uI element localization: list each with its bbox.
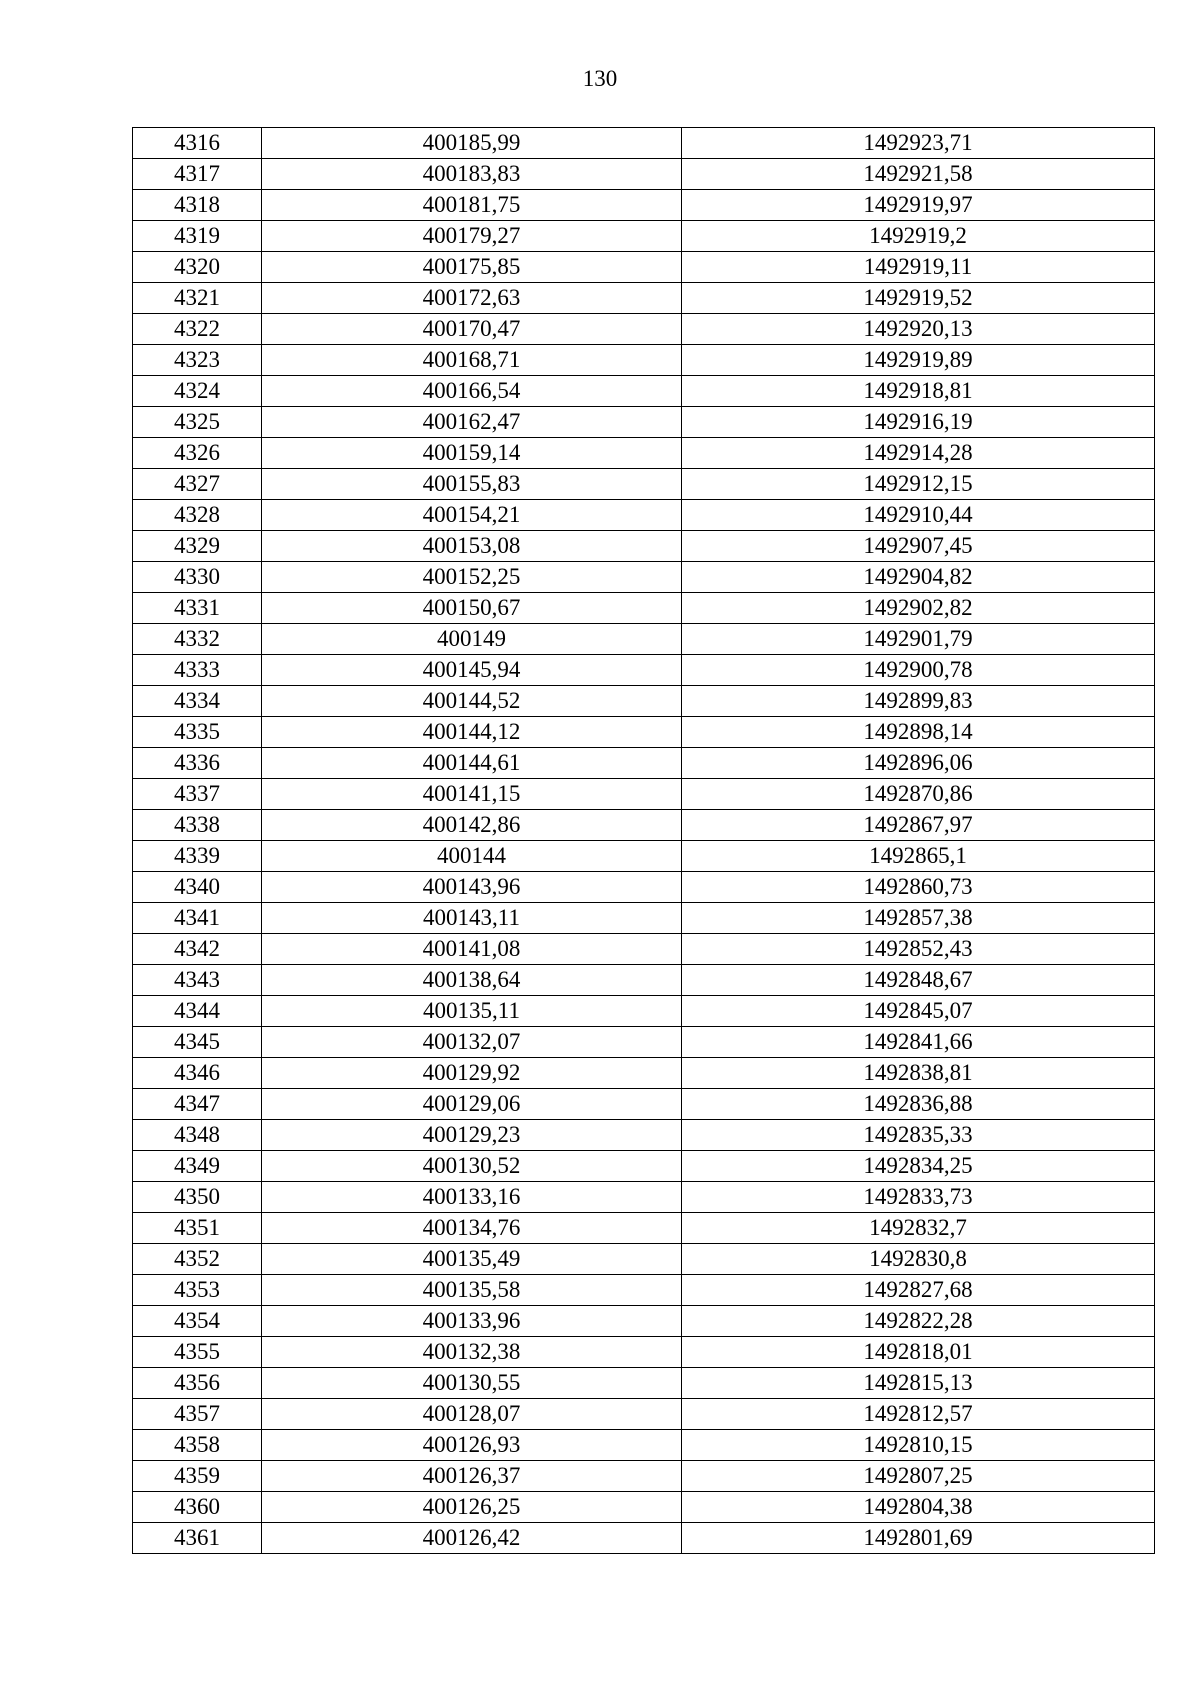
y-coordinate-cell: 1492919,52 [682,283,1155,314]
point-number-cell: 4317 [133,159,262,190]
point-number-cell: 4318 [133,190,262,221]
point-number-cell: 4330 [133,562,262,593]
y-coordinate-cell: 1492801,69 [682,1523,1155,1554]
x-coordinate-cell: 400166,54 [262,376,682,407]
point-number-cell: 4341 [133,903,262,934]
table-row [133,221,1155,252]
table-row [133,531,1155,562]
y-coordinate-cell: 1492910,44 [682,500,1155,531]
point-number-cell: 4350 [133,1182,262,1213]
y-coordinate-cell: 1492852,43 [682,934,1155,965]
y-coordinate-cell: 1492898,14 [682,717,1155,748]
x-coordinate-cell: 400149 [262,624,682,655]
point-number-cell: 4346 [133,1058,262,1089]
y-coordinate-cell: 1492810,15 [682,1430,1155,1461]
point-number-cell: 4320 [133,252,262,283]
table-row [133,1523,1155,1554]
page-number: 130 [582,66,618,91]
y-coordinate-cell: 1492860,73 [682,872,1155,903]
x-coordinate-cell: 400134,76 [262,1213,682,1244]
x-coordinate-cell: 400135,58 [262,1275,682,1306]
y-coordinate-cell: 1492822,28 [682,1306,1155,1337]
y-coordinate-cell: 1492919,11 [682,252,1155,283]
y-coordinate-cell: 1492818,01 [682,1337,1155,1368]
point-number-cell: 4348 [133,1120,262,1151]
point-number-cell: 4323 [133,345,262,376]
table-row [133,779,1155,810]
y-coordinate-cell: 1492865,1 [682,841,1155,872]
x-coordinate-cell: 400130,55 [262,1368,682,1399]
x-coordinate-cell: 400141,15 [262,779,682,810]
x-coordinate-cell: 400185,99 [262,128,682,159]
y-coordinate-cell: 1492804,38 [682,1492,1155,1523]
point-number-cell: 4319 [133,221,262,252]
point-number-cell: 4337 [133,779,262,810]
x-coordinate-cell: 400172,63 [262,283,682,314]
x-coordinate-cell: 400145,94 [262,655,682,686]
point-number-cell: 4322 [133,314,262,345]
x-coordinate-cell: 400179,27 [262,221,682,252]
point-number-cell: 4335 [133,717,262,748]
coordinates-table-body [133,128,1155,1554]
point-number-cell: 4316 [133,128,262,159]
point-number-cell: 4332 [133,624,262,655]
y-coordinate-cell: 1492919,97 [682,190,1155,221]
point-number-cell: 4361 [133,1523,262,1554]
x-coordinate-cell: 400133,96 [262,1306,682,1337]
table-row [133,903,1155,934]
x-coordinate-cell: 400162,47 [262,407,682,438]
x-coordinate-cell: 400126,42 [262,1523,682,1554]
point-number-cell: 4347 [133,1089,262,1120]
x-coordinate-cell: 400135,49 [262,1244,682,1275]
x-coordinate-cell: 400170,47 [262,314,682,345]
y-coordinate-cell: 1492836,88 [682,1089,1155,1120]
point-number-cell: 4343 [133,965,262,996]
point-number-cell: 4354 [133,1306,262,1337]
table-row [133,717,1155,748]
x-coordinate-cell: 400144 [262,841,682,872]
table-row [133,1120,1155,1151]
y-coordinate-cell: 1492845,07 [682,996,1155,1027]
table-row [133,872,1155,903]
point-number-cell: 4336 [133,748,262,779]
table-row [133,407,1155,438]
point-number-cell: 4333 [133,655,262,686]
x-coordinate-cell: 400132,38 [262,1337,682,1368]
point-number-cell: 4357 [133,1399,262,1430]
table-row [133,810,1155,841]
table-row [133,841,1155,872]
table-row [133,1244,1155,1275]
y-coordinate-cell: 1492848,67 [682,965,1155,996]
y-coordinate-cell: 1492838,81 [682,1058,1155,1089]
x-coordinate-cell: 400150,67 [262,593,682,624]
point-number-cell: 4360 [133,1492,262,1523]
point-number-cell: 4324 [133,376,262,407]
point-number-cell: 4329 [133,531,262,562]
y-coordinate-cell: 1492901,79 [682,624,1155,655]
y-coordinate-cell: 1492920,13 [682,314,1155,345]
table-row [133,1399,1155,1430]
y-coordinate-cell: 1492923,71 [682,128,1155,159]
table-row [133,128,1155,159]
y-coordinate-cell: 1492841,66 [682,1027,1155,1058]
table-row [133,1213,1155,1244]
x-coordinate-cell: 400175,85 [262,252,682,283]
x-coordinate-cell: 400155,83 [262,469,682,500]
y-coordinate-cell: 1492919,89 [682,345,1155,376]
x-coordinate-cell: 400153,08 [262,531,682,562]
table-row [133,996,1155,1027]
point-number-cell: 4328 [133,500,262,531]
point-number-cell: 4358 [133,1430,262,1461]
table-row [133,252,1155,283]
table-row [133,1058,1155,1089]
y-coordinate-cell: 1492812,57 [682,1399,1155,1430]
table-row [133,1027,1155,1058]
table-row [133,1492,1155,1523]
table-row [133,1337,1155,1368]
x-coordinate-cell: 400132,07 [262,1027,682,1058]
y-coordinate-cell: 1492914,28 [682,438,1155,469]
table-row [133,748,1155,779]
point-number-cell: 4345 [133,1027,262,1058]
table-row [133,934,1155,965]
y-coordinate-cell: 1492900,78 [682,655,1155,686]
table-row [133,469,1155,500]
y-coordinate-cell: 1492912,15 [682,469,1155,500]
y-coordinate-cell: 1492827,68 [682,1275,1155,1306]
table-row [133,624,1155,655]
x-coordinate-cell: 400129,92 [262,1058,682,1089]
table-row [133,686,1155,717]
table-row [133,376,1155,407]
table-row [133,655,1155,686]
x-coordinate-cell: 400143,96 [262,872,682,903]
y-coordinate-cell: 1492921,58 [682,159,1155,190]
table-row [133,1182,1155,1213]
y-coordinate-cell: 1492919,2 [682,221,1155,252]
x-coordinate-cell: 400154,21 [262,500,682,531]
table-row [133,283,1155,314]
y-coordinate-cell: 1492815,13 [682,1368,1155,1399]
table-row [133,1461,1155,1492]
x-coordinate-cell: 400168,71 [262,345,682,376]
point-number-cell: 4321 [133,283,262,314]
point-number-cell: 4342 [133,934,262,965]
x-coordinate-cell: 400159,14 [262,438,682,469]
table-row [133,1089,1155,1120]
y-coordinate-cell: 1492867,97 [682,810,1155,841]
point-number-cell: 4338 [133,810,262,841]
table-row [133,500,1155,531]
point-number-cell: 4325 [133,407,262,438]
table-row [133,314,1155,345]
x-coordinate-cell: 400181,75 [262,190,682,221]
point-number-cell: 4334 [133,686,262,717]
table-row [133,190,1155,221]
y-coordinate-cell: 1492857,38 [682,903,1155,934]
point-number-cell: 4353 [133,1275,262,1306]
x-coordinate-cell: 400126,25 [262,1492,682,1523]
x-coordinate-cell: 400128,07 [262,1399,682,1430]
point-number-cell: 4355 [133,1337,262,1368]
point-number-cell: 4326 [133,438,262,469]
table-row [133,1151,1155,1182]
y-coordinate-cell: 1492902,82 [682,593,1155,624]
x-coordinate-cell: 400133,16 [262,1182,682,1213]
x-coordinate-cell: 400144,61 [262,748,682,779]
y-coordinate-cell: 1492918,81 [682,376,1155,407]
y-coordinate-cell: 1492835,33 [682,1120,1155,1151]
x-coordinate-cell: 400143,11 [262,903,682,934]
point-number-cell: 4339 [133,841,262,872]
y-coordinate-cell: 1492904,82 [682,562,1155,593]
y-coordinate-cell: 1492834,25 [682,1151,1155,1182]
y-coordinate-cell: 1492830,8 [682,1244,1155,1275]
point-number-cell: 4349 [133,1151,262,1182]
x-coordinate-cell: 400152,25 [262,562,682,593]
point-number-cell: 4340 [133,872,262,903]
x-coordinate-cell: 400144,52 [262,686,682,717]
y-coordinate-cell: 1492916,19 [682,407,1155,438]
point-number-cell: 4359 [133,1461,262,1492]
table-row [133,438,1155,469]
table-row [133,965,1155,996]
point-number-cell: 4356 [133,1368,262,1399]
table-row [133,593,1155,624]
table-row [133,562,1155,593]
table-row [133,1275,1155,1306]
x-coordinate-cell: 400130,52 [262,1151,682,1182]
point-number-cell: 4352 [133,1244,262,1275]
table-row [133,1430,1155,1461]
table-row [133,1368,1155,1399]
y-coordinate-cell: 1492833,73 [682,1182,1155,1213]
x-coordinate-cell: 400141,08 [262,934,682,965]
x-coordinate-cell: 400126,37 [262,1461,682,1492]
y-coordinate-cell: 1492899,83 [682,686,1155,717]
x-coordinate-cell: 400144,12 [262,717,682,748]
x-coordinate-cell: 400142,86 [262,810,682,841]
x-coordinate-cell: 400126,93 [262,1430,682,1461]
point-number-cell: 4327 [133,469,262,500]
table-row [133,159,1155,190]
table-row [133,1306,1155,1337]
table-row [133,345,1155,376]
point-number-cell: 4331 [133,593,262,624]
y-coordinate-cell: 1492870,86 [682,779,1155,810]
point-number-cell: 4351 [133,1213,262,1244]
x-coordinate-cell: 400138,64 [262,965,682,996]
x-coordinate-cell: 400129,06 [262,1089,682,1120]
y-coordinate-cell: 1492896,06 [682,748,1155,779]
y-coordinate-cell: 1492807,25 [682,1461,1155,1492]
point-number-cell: 4344 [133,996,262,1027]
x-coordinate-cell: 400135,11 [262,996,682,1027]
y-coordinate-cell: 1492907,45 [682,531,1155,562]
y-coordinate-cell: 1492832,7 [682,1213,1155,1244]
coordinates-table [132,127,1155,1554]
x-coordinate-cell: 400129,23 [262,1120,682,1151]
x-coordinate-cell: 400183,83 [262,159,682,190]
